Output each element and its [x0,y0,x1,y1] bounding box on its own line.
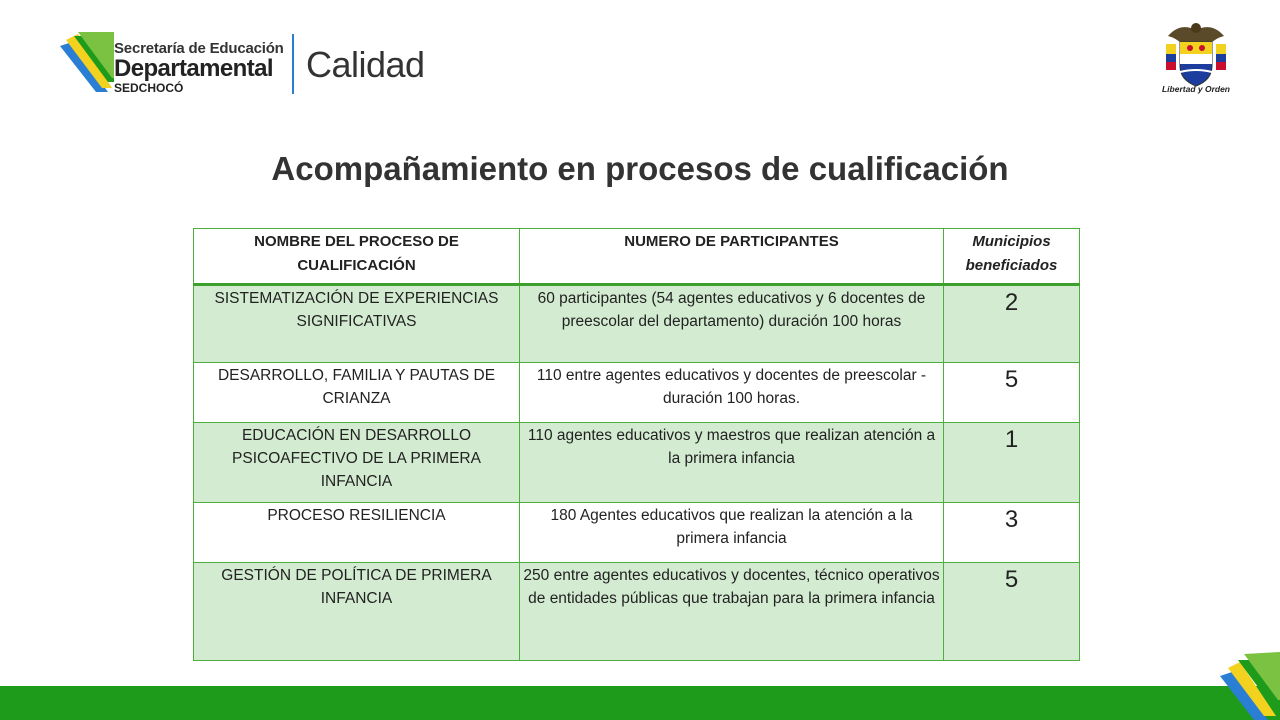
process-name-cell: PROCESO RESILIENCIA [194,503,520,563]
table-row [194,363,1080,423]
table-row [194,423,1080,503]
participants-cell: 250 entre agentes educativos y docentes, técnico operativos de entidades públicas que trabajan para la primera infancia [520,563,944,661]
qualification-processes-table [193,228,1080,661]
logo-org-line2: Departamental [114,55,273,82]
sedchoco-logo-icon [56,32,116,96]
table-header-row [194,229,1080,285]
coat-of-arms-motto: Libertad y Orden [1161,84,1230,94]
corner-logo-icon [1214,650,1280,720]
table-row [194,503,1080,563]
municipios-cell: 5 [944,563,1080,661]
header-municipios: Municipios beneficiados [944,229,1080,285]
municipios-cell: 1 [944,423,1080,503]
logo-org-line3: SEDCHOCÓ [114,81,184,95]
municipios-cell: 3 [944,503,1080,563]
municipios-cell: 2 [944,285,1080,363]
process-name-cell: EDUCACIÓN EN DESARROLLO PSICOAFECTIVO DE LA PRIMERA INFANCIA [194,423,520,503]
participants-cell: 60 participantes (54 agentes educativos y 6 docentes de preescolar del departamento) duración 100 horas [520,285,944,363]
participants-cell: 180 Agentes educativos que realizan la atención a la primera infancia [520,503,944,563]
bottom-band [0,686,1280,720]
process-name-cell: SISTEMATIZACIÓN DE EXPERIENCIAS SIGNIFICATIVAS [194,285,520,363]
logo-brand: Calidad [306,44,425,85]
participants-cell: 110 agentes educativos y maestros que realizan atención a la primera infancia [520,423,944,503]
process-name-cell: DESARROLLO, FAMILIA Y PAUTAS DE CRIANZA [194,363,520,423]
process-name-cell: GESTIÓN DE POLÍTICA DE PRIMERA INFANCIA [194,563,520,661]
table-row [194,285,1080,363]
participants-cell: 110 entre agentes educativos y docentes de preescolar -duración 100 horas. [520,363,944,423]
table-row [194,563,1080,661]
page-title: Acompañamiento en procesos de cualificación [271,150,1009,187]
sedchoco-logo [56,30,456,100]
logo-org-line1: Secretaría de Educación [114,40,284,57]
logo-text [114,40,284,95]
header-process-name: NOMBRE DEL PROCESO DE CUALIFICACIÓN [194,229,520,285]
municipios-cell: 5 [944,363,1080,423]
header-participants: NUMERO DE PARTICIPANTES [520,229,944,285]
logo-divider [292,34,294,94]
